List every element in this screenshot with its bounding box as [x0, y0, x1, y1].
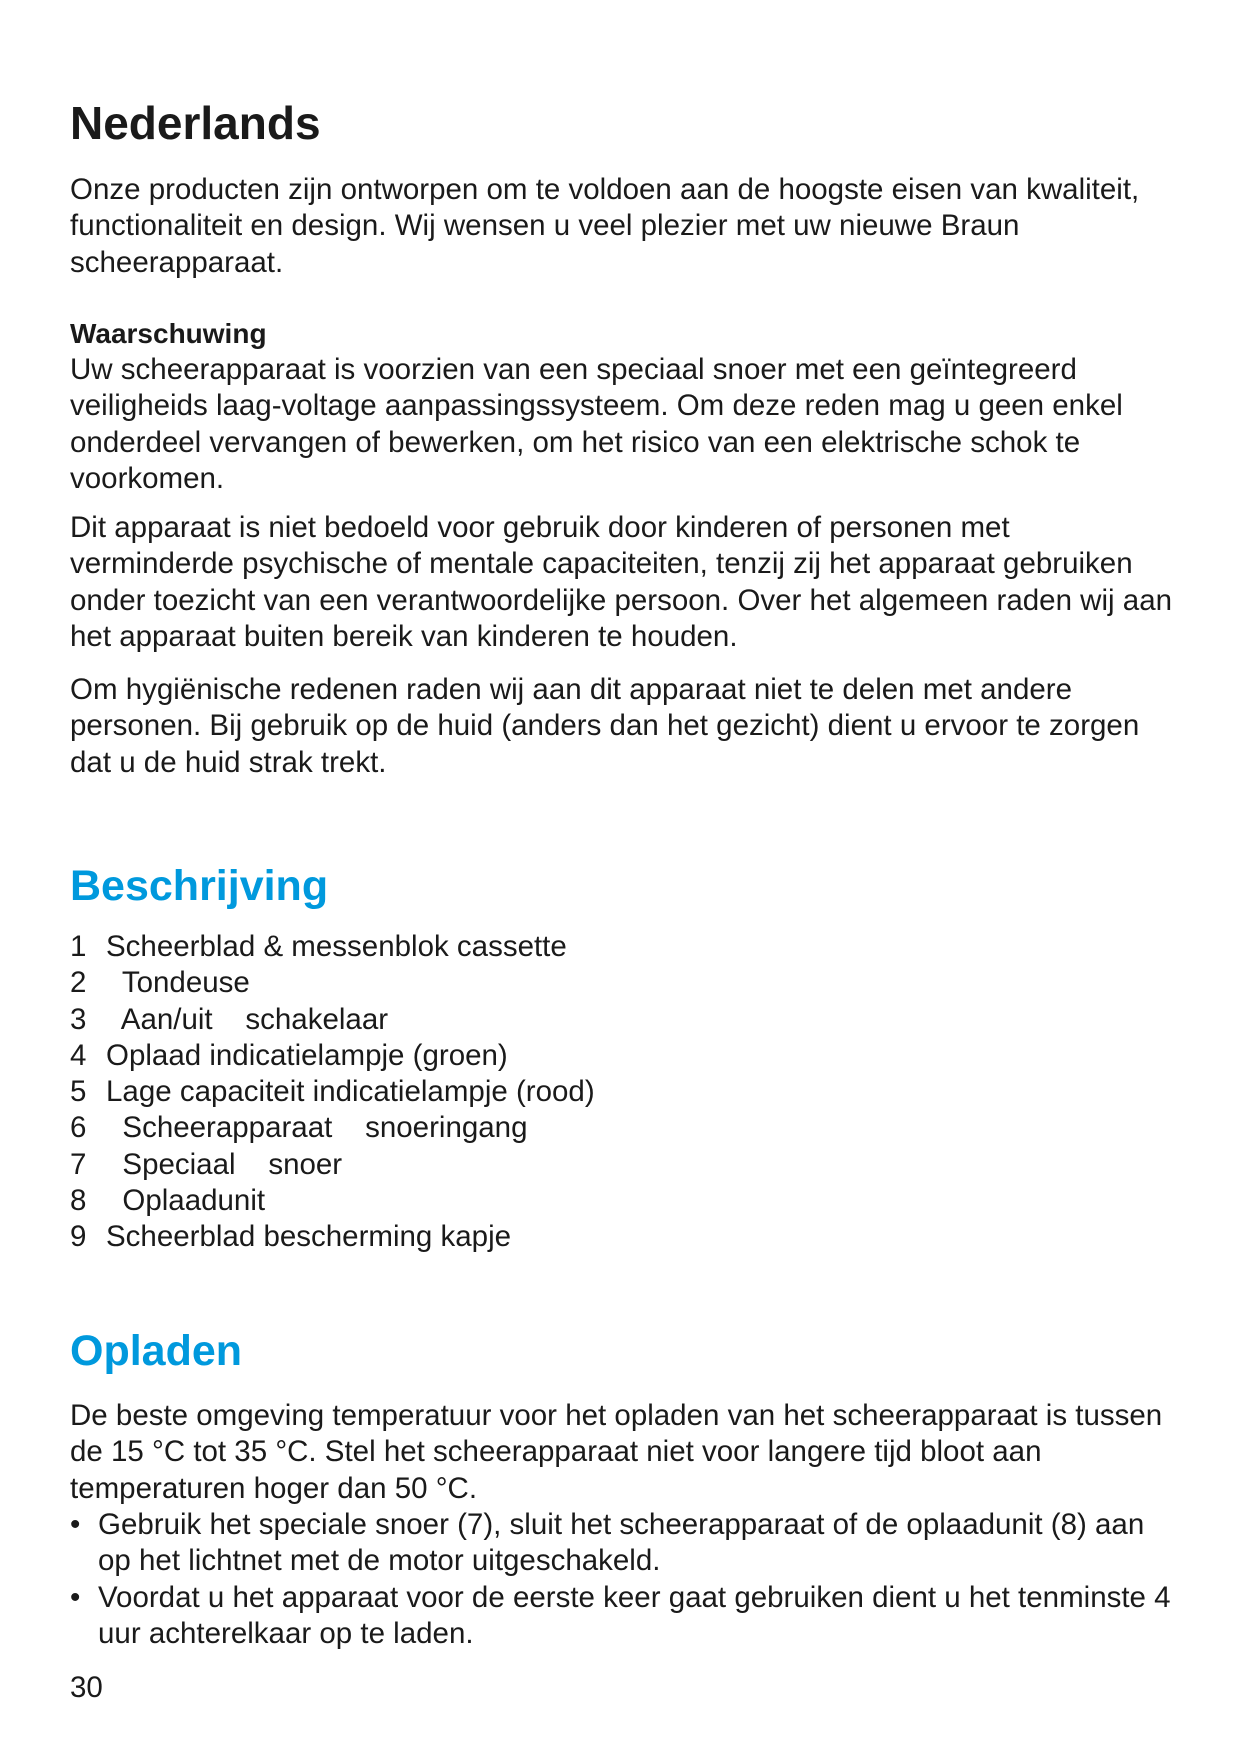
list-item: [70, 1580, 1180, 1653]
item-number: 5: [70, 1075, 87, 1109]
item-label: Lage capaciteit indicatielampje (rood): [106, 1075, 595, 1109]
item-label: Oplaad indicatielampje (groen): [106, 1038, 508, 1072]
item-label: Oplaadunit: [106, 1184, 266, 1218]
item-number: 6: [70, 1111, 87, 1145]
item-number: 8: [70, 1184, 87, 1218]
hygiene-paragraph: Om hygiënische redenen raden wij aan dit apparaat niet te delen met andere personen. Bij gebruik op de huid (anders dan het gezicht) dient u ervoor te zorgen dat u de huid strak trekt.: [70, 673, 1140, 779]
list-item: [70, 965, 595, 1001]
item-number: 2: [70, 966, 87, 1000]
bullet-text: Gebruik het speciale snoer (7), sluit het scheerapparaat of de oplaadunit (8) aan op het lichtnet met de motor uitgeschakeld.: [98, 1508, 1145, 1578]
item-label: Scheerapparaat snoeringang: [106, 1111, 528, 1145]
page-title: Nederlands: [70, 97, 321, 149]
item-number: 7: [70, 1147, 87, 1181]
item-label: Speciaal snoer: [106, 1147, 343, 1181]
list-item: [70, 1507, 1180, 1580]
item-number: 3: [70, 1002, 87, 1036]
item-label: Scheerblad bescherming kapje: [106, 1220, 512, 1254]
list-item: [70, 1147, 595, 1183]
parts-list: [70, 929, 595, 1256]
list-item: [70, 1219, 595, 1255]
item-label: Scheerblad & messenblok cassette: [106, 930, 567, 963]
intro-paragraph: Onze producten zijn ontworpen om te voldoen aan de hoogste eisen van kwaliteit, functionaliteit en design. Wij wensen u veel plezier met uw nieuwe Braun scheerapparaat.: [70, 173, 1140, 279]
bullet-text: Voordat u het apparaat voor de eerste keer gaat gebruiken dient u het tenminste 4 uur achterelkaar op te laden.: [98, 1580, 1171, 1650]
bullet-icon: •: [70, 1580, 81, 1614]
list-item: [70, 1074, 595, 1110]
bullet-icon: •: [70, 1508, 81, 1541]
page-number: 30: [70, 1671, 103, 1704]
list-item: [70, 1110, 595, 1146]
list-item: [70, 1183, 595, 1219]
charging-heading: Opladen: [70, 1327, 243, 1375]
warning-heading: Waarschuwing: [70, 318, 267, 349]
list-item: [70, 929, 595, 965]
item-label: Aan/uit schakelaar: [106, 1002, 389, 1036]
charging-bullets: [70, 1507, 1180, 1652]
list-item: [70, 1002, 595, 1038]
item-number: 4: [70, 1038, 87, 1072]
warning-paragraph: Uw scheerapparaat is voorzien van een speciaal snoer met een geïntegreerd veiligheids laag-voltage aanpassingssysteem. Om deze reden mag u geen enkel onderdeel vervangen of bewerken, om het risico van een elektrische schok te voorkomen.: [70, 353, 1123, 495]
children-paragraph: Dit apparaat is niet bedoeld voor gebruik door kinderen of personen met verminderde psychische of mentale capaciteiten, tenzij zij het apparaat gebruiken onder toezicht van een verantwoordelijke persoon. Over het algemeen raden wij aan het apparaat buiten bereik van kinderen te houden.: [70, 511, 1173, 653]
item-label: Tondeuse: [106, 966, 250, 1000]
charging-paragraph: De beste omgeving temperatuur voor het opladen van het scheerapparaat is tussen de 15 °C tot 35 °C. Stel het scheerapparaat niet voor langere tijd bloot aan temperaturen hoger dan 50 °C.: [70, 1399, 1163, 1505]
item-number: 1: [70, 930, 87, 963]
description-heading: Beschrijving: [70, 862, 329, 910]
item-number: 9: [70, 1220, 87, 1254]
list-item: [70, 1038, 595, 1074]
